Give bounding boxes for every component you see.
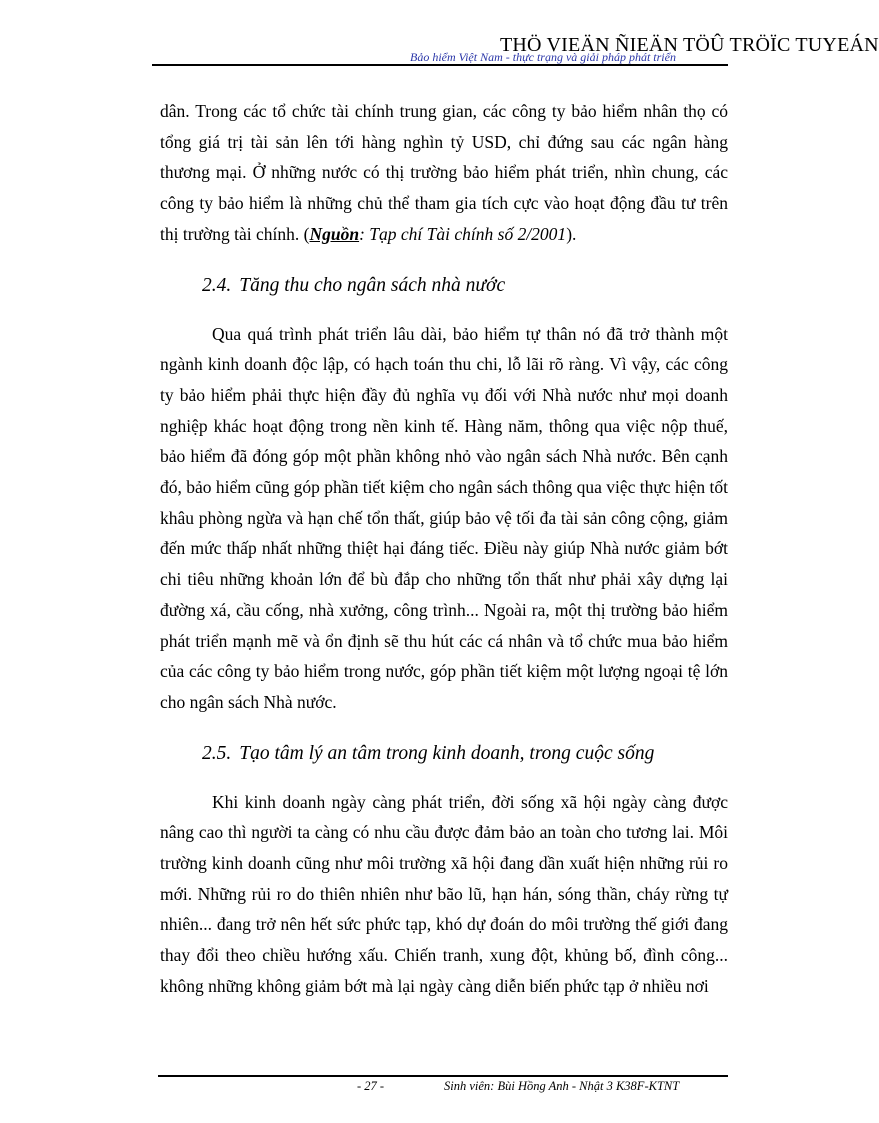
section-2-4-paragraph: Qua quá trình phát triển lâu dài, bảo hiểm tự thân nó đã trở thành một ngành kinh doanh độc lập, có hạch toán thu chi, lỗ lãi rõ ràng. Vì vậy, các công ty bảo hiểm phải thực hiện đầy đủ nghĩa vụ đối với Nhà nước như mọi doanh nghiệp khác hoạt động trong nền kinh tế. Hàng năm, thông qua việc nộp thuế, bảo hiểm đã đóng góp một phần không nhỏ vào ngân sách Nhà nước. Bên cạnh đó, bảo hiểm cũng góp phần tiết kiệm cho ngân sách thông qua việc thực hiện tốt khâu phòng ngừa và hạn chế tổn thất, giúp bảo vệ tối đa tài sản công cộng, giảm đến mức thấp nhất những thiệt hại đáng tiếc. Điều này giúp Nhà nước giảm bớt chi tiêu những khoản lớn để bù đắp cho những tổn thất như phải xây dựng lại đường xá, cầu cống, nhà xưởng, công trình... Ngoài ra, một thị trường bảo hiểm phát triển mạnh mẽ và ổn định sẽ thu hút các cá nhân và tổ chức mua bảo hiểm của các công ty bảo hiểm trong nước, góp phần tiết kiệm một lượng ngoại tệ lớn cho ngân sách Nhà nước. [160, 323, 728, 712]
page-body [160, 96, 728, 1002]
section-2-5-paragraph: Khi kinh doanh ngày càng phát triển, đời sống xã hội ngày càng được nâng cao thì người ta càng có nhu cầu được đảm bảo an toàn cho tương lai. Môi trường kinh doanh cũng như môi trường xã hội đang dần xuất hiện những rủi ro mới. Những rủi ro do thiên nhiên như bão lũ, hạn hán, sóng thần, cháy rừng tự nhiên... đang trở nên hết sức phức tạp, khó dự đoán do môi trường thế giới đang thay đổi theo chiều hướng xấu. Chiến tranh, xung đột, khủng bố, đình công... không những không giảm bớt mà lại ngày càng diễn biến phức tạp ở nhiều nơi [160, 791, 728, 996]
header-watermark: THÖ VIEÄN ÑIEÄN TÖÛ TRÖÏC TUYEÁN [500, 34, 879, 56]
section-2-5-heading [202, 741, 728, 767]
header-rule [152, 64, 728, 66]
intro-paragraph [160, 96, 728, 250]
section-2-5-title: Tạo tâm lý an tâm trong kinh doanh, trong cuộc sống [239, 742, 655, 764]
section-2-4-number: 2.4. [202, 274, 232, 296]
section-2-4-heading [202, 273, 728, 299]
source-label: Nguồn [309, 223, 360, 244]
header-subtitle: Bảo hiểm Việt Nam - thực trạng và giải pháp phát triển [410, 50, 676, 64]
footer-rule [158, 1075, 728, 1077]
intro-text: dân. Trong các tổ chức tài chính trung gian, các công ty bảo hiểm nhân thọ có tổng giá trị tài sản lên tới hàng nghìn tỷ USD, chỉ đứng sau các ngân hàng thương mại. Ở những nước có thị trường bảo hiểm phát triển, nhìn chung, các công ty bảo hiểm là những chủ thể tham gia tích cực vào hoạt động đầu tư trên thị trường tài chính. ( [160, 101, 728, 244]
page-number: - 27 - [357, 1079, 385, 1093]
intro-closing: ). [566, 223, 577, 244]
section-2-5-number: 2.5. [202, 742, 232, 764]
footer-student: Sinh viên: Bùi Hồng Anh - Nhật 3 K38F-KTNT [444, 1079, 680, 1093]
source-text: : Tạp chí Tài chính số 2/2001 [359, 223, 567, 244]
section-2-4-title: Tăng thu cho ngân sách nhà nước [239, 274, 506, 296]
